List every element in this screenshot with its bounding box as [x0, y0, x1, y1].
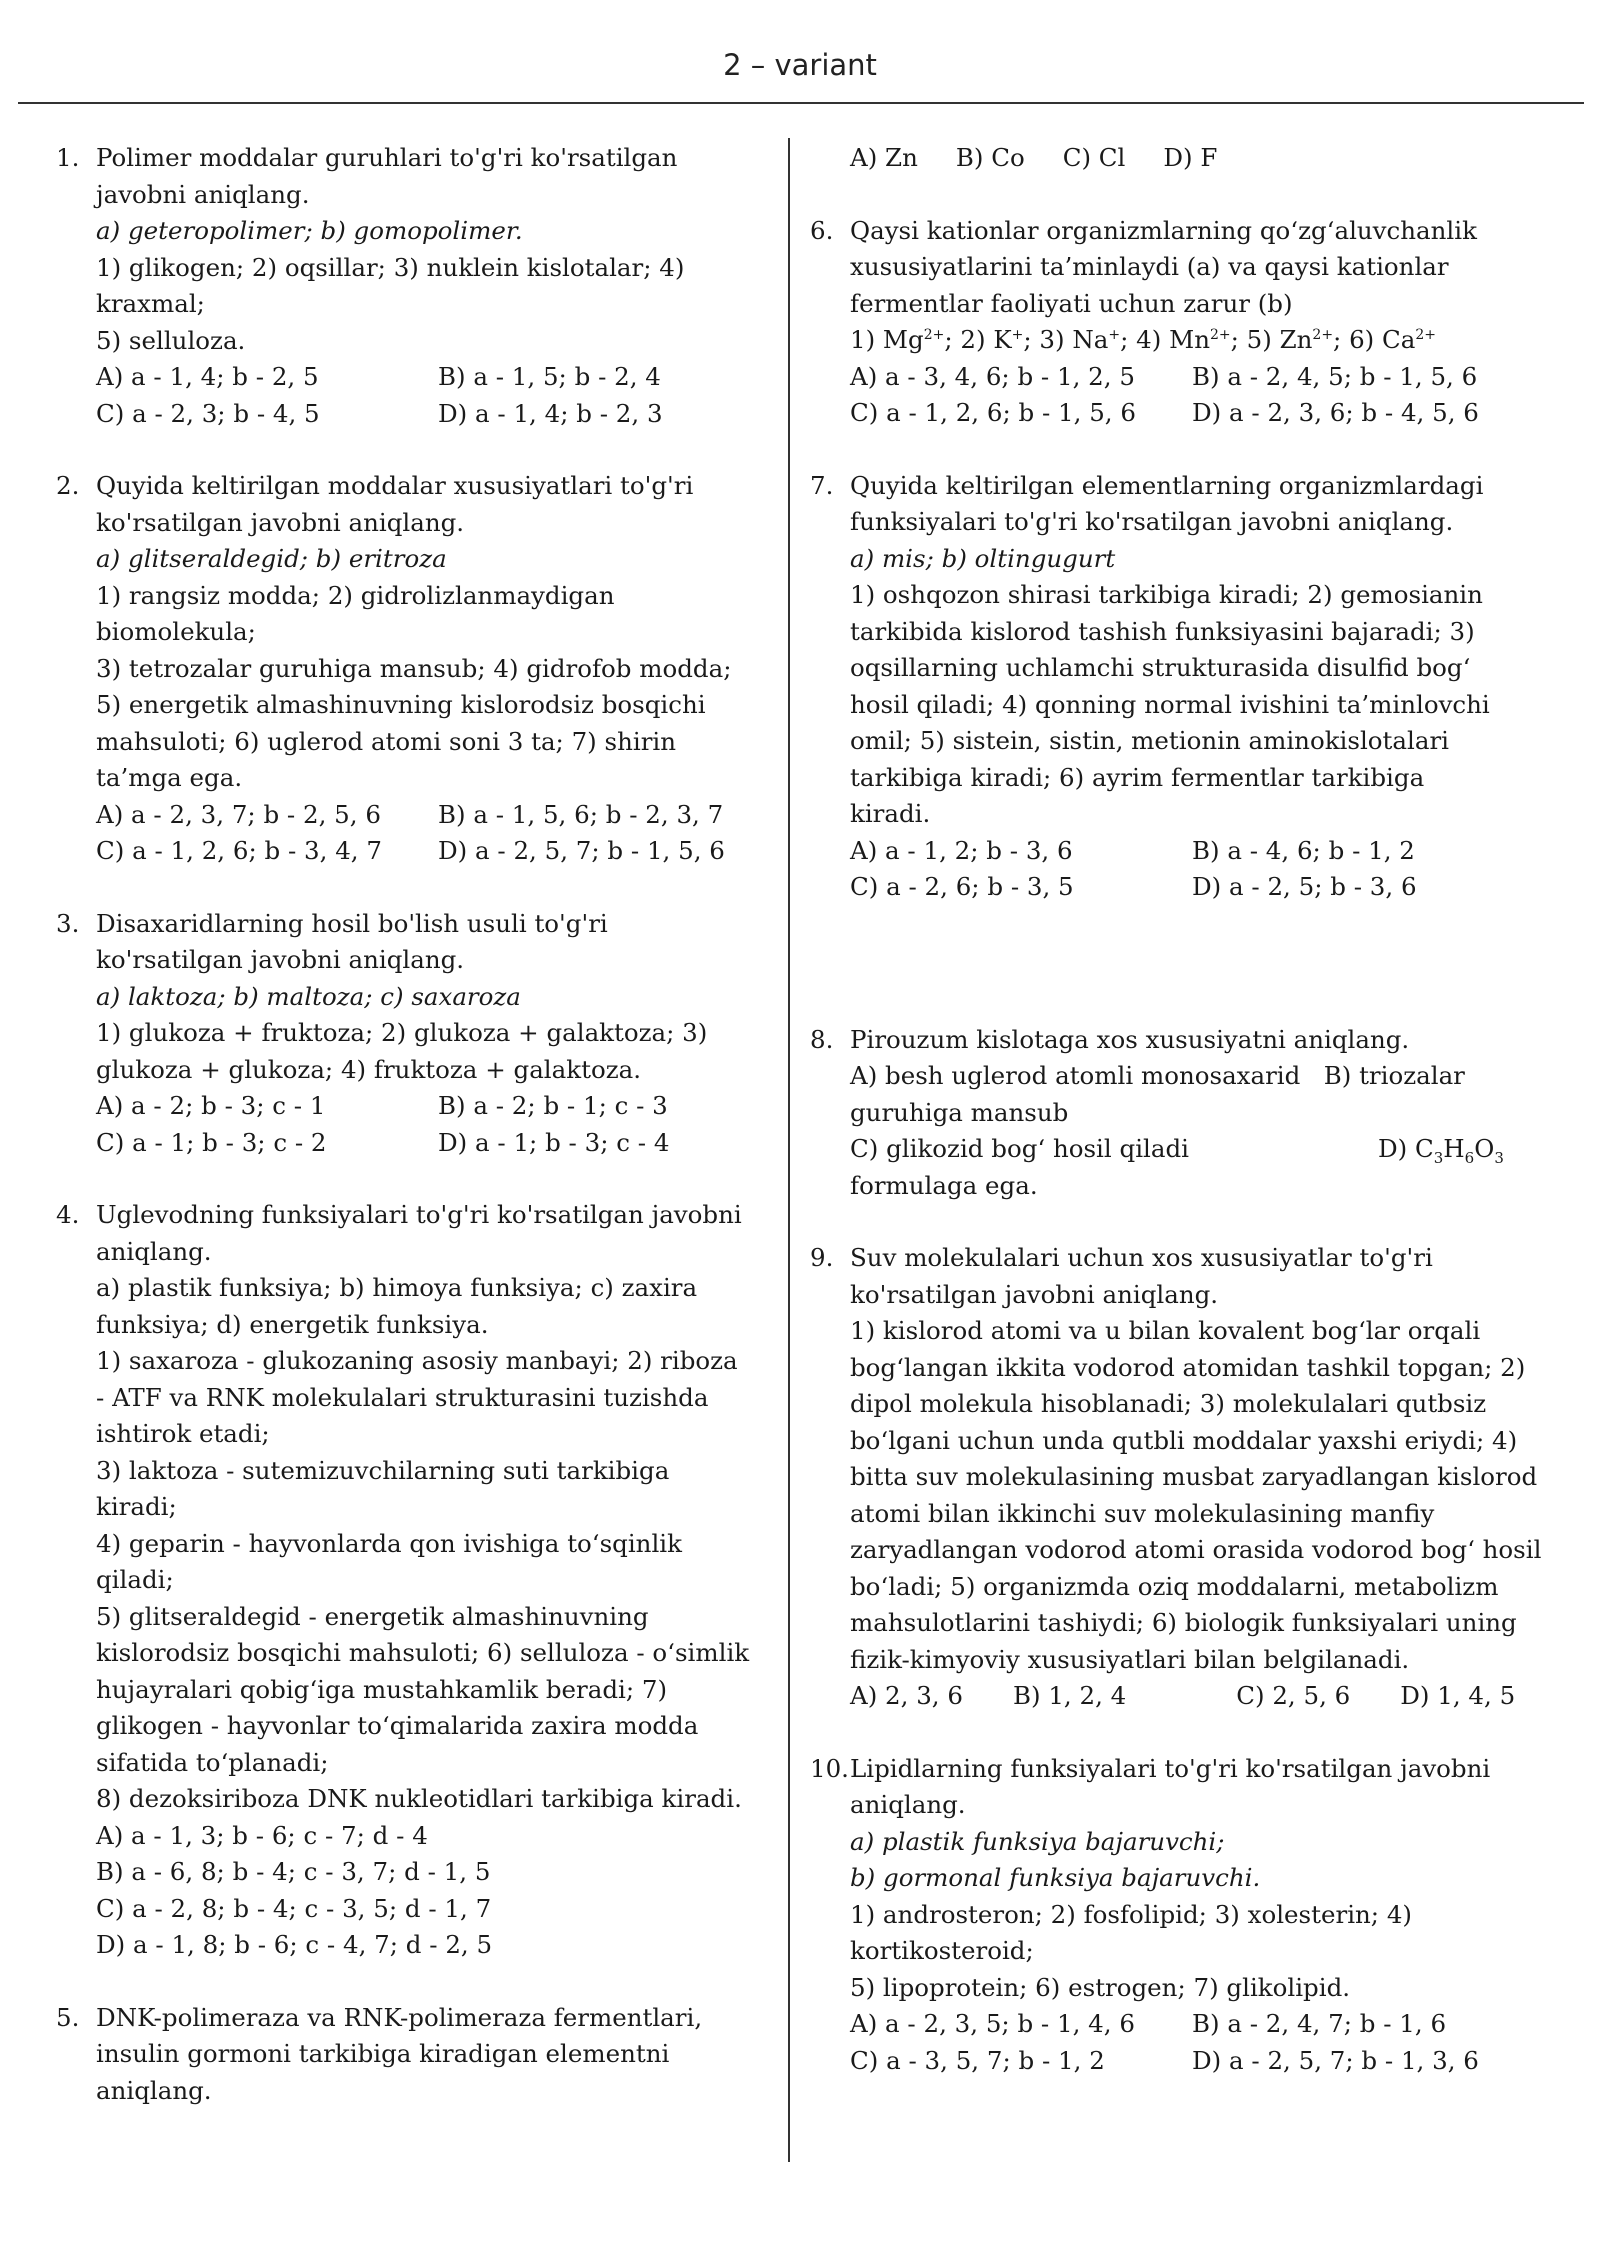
ion-charge: 2+: [1209, 326, 1231, 343]
question-item: 1) rangsiz modda; 2) gidrolizlanmaydigan: [96, 580, 615, 610]
question-item: biomolekula;: [96, 617, 256, 646]
formula-part: D) C: [1378, 1134, 1434, 1163]
option-c[interactable]: C) glikozid bog‘ hosil qiladi: [850, 1134, 1189, 1163]
question-item: hujayralari qobig‘iga mustahkamlik beradi; 7): [96, 1674, 668, 1704]
question-stem: aniqlang.: [96, 2075, 212, 2105]
answer-options: [96, 797, 766, 870]
question-item: 1) glikogen; 2) oqsillar; 3) nuklein kislotalar; 4): [96, 252, 685, 282]
question-item: kortikosteroid;: [850, 1936, 1034, 1965]
question-item: mahsulotlarini tashiydi; 6) biologik funksiyalari uning: [850, 1608, 1517, 1637]
option-a[interactable]: A) Zn: [850, 143, 918, 172]
answer-options: [96, 1088, 766, 1161]
option-c[interactable]: C) a - 3, 5, 7; b - 1, 2: [850, 2045, 1105, 2075]
option-b[interactable]: B) 1, 2, 4: [1012, 1681, 1127, 1710]
formula-part: O: [1474, 1134, 1495, 1163]
option-b[interactable]: B) triozalar: [1323, 1061, 1465, 1090]
ion-label: ; 4) Mn: [1120, 325, 1210, 354]
question-item: 3) tetrozalar guruhiga mansub; 4) gidrofob modda;: [96, 653, 732, 683]
option-c[interactable]: C) a - 1, 2, 6; b - 1, 5, 6: [850, 398, 1136, 427]
question-number: 2.: [56, 471, 80, 500]
answer-options: [850, 140, 1570, 177]
question-stem: xususiyatlarini ta’minlaydi (a) va qaysi kationlar: [850, 252, 1449, 281]
option-c[interactable]: C) Cl: [1062, 143, 1126, 172]
question-stem: Quyida keltirilgan elementlarning organizmlardagi: [850, 470, 1484, 500]
formula-subscript: 3: [1433, 1148, 1444, 1167]
question-item: atomi bilan ikkinchi suv molekulasining manfiy: [850, 1498, 1435, 1528]
question-stem: Lipidlarning funksiyalari to'g'ri ko'rsatilgan javobni: [850, 1753, 1491, 1783]
answer-options: [850, 833, 1570, 906]
question-stem: Pirouzum kislotaga xos xususiyatni aniqlang.: [850, 1024, 1410, 1054]
question-item: glikogen - hayvonlar to‘qimalarida zaxira modda: [96, 1711, 699, 1740]
question-item: bo‘lgani uchun unda qutbli moddalar yaxshi eriydi; 4): [850, 1425, 1518, 1455]
option-c[interactable]: C) 2, 5, 6: [1236, 1681, 1351, 1710]
option-d[interactable]: D) 1, 4, 5: [1400, 1681, 1516, 1710]
question-stem: Suv molekulalari uchun xos xususiyatlar to'g'ri: [850, 1243, 1433, 1272]
answer-options: [850, 2006, 1570, 2079]
question-item: dipol molekula hisoblanadi; 3) molekulalari qutbsiz: [850, 1389, 1487, 1418]
question-stem: Quyida keltirilgan moddalar xususiyatlari to'g'ri: [96, 471, 694, 500]
option-c[interactable]: C) a - 2, 6; b - 3, 5: [850, 872, 1074, 901]
question-item: 1) oshqozon shirasi tarkibiga kiradi; 2) gemosianin: [850, 580, 1483, 609]
right-column: [810, 140, 1570, 2115]
question-stem: Qaysi kationlar organizmlarning qo‘zg‘aluvchanlik: [850, 215, 1477, 245]
question-item: ta’mga ega.: [96, 763, 243, 792]
question-number: 10.: [810, 1753, 849, 1783]
question-categories: a) glitseraldegid; b) eritroza: [96, 544, 447, 573]
question-stem: Uglevodning funksiyalari to'g'ri ko'rsatilgan javobni: [96, 1200, 742, 1229]
question-item: bitta suv molekulasining musbat zaryadlangan kislorod: [850, 1462, 1538, 1491]
ion-label: ; 3) Na: [1023, 325, 1109, 354]
question-item: sifatida to‘planadi;: [96, 1747, 329, 1777]
formula-subscript: 3: [1494, 1148, 1504, 1167]
question-stem: aniqlang.: [850, 1790, 966, 1819]
question-categories: a) laktoza; b) maltoza; c) saxaroza: [96, 981, 521, 1011]
option-c[interactable]: C) a - 1, 2, 6; b - 3, 4, 7: [96, 836, 382, 865]
option-b-continued: guruhiga mansub: [850, 1097, 1069, 1127]
option-d[interactable]: D) a - 2, 5, 7; b - 1, 3, 6: [1192, 2045, 1479, 2075]
question-number: 7.: [810, 470, 834, 500]
ion-charge: 2+: [1312, 326, 1334, 343]
option-c[interactable]: C) a - 2, 8; b - 4; c - 3, 5; d - 1, 7: [96, 1893, 492, 1923]
option-a[interactable]: A) a - 2, 3, 5; b - 1, 4, 6: [850, 2009, 1135, 2038]
ion-label: ; 5) Zn: [1230, 325, 1313, 354]
question-item: 4) geparin - hayvonlarda qon ivishiga to‘sqinlik: [96, 1528, 682, 1558]
question-item: 3) laktoza - sutemizuvchilarning suti tarkibiga: [96, 1455, 670, 1485]
option-d[interactable]: D) a - 2, 5, 7; b - 1, 5, 6: [438, 836, 725, 865]
question-item: ishtirok etadi;: [96, 1419, 270, 1448]
question-item: - ATF va RNK molekulalari strukturasini tuzishda: [96, 1382, 709, 1412]
answer-options: [96, 359, 766, 432]
option-a[interactable]: A) a - 1, 4; b - 2, 5: [96, 362, 319, 391]
question-stem: javobni aniqlang.: [96, 179, 310, 209]
question-stem: ko'rsatilgan javobni aniqlang.: [850, 1279, 1219, 1309]
question-item: glukoza + glukoza; 4) fruktoza + galaktoza.: [96, 1054, 641, 1084]
question-stem: DNK-polimeraza va RNK-polimeraza fermentlari,: [96, 2002, 703, 2032]
option-d[interactable]: D) a - 1, 8; b - 6; c - 4, 7; d - 2, 5: [96, 1930, 493, 1959]
question-item: fizik-kimyoviy xususiyatlari bilan belgilanadi.: [850, 1644, 1410, 1674]
left-column: [56, 140, 766, 2145]
question-item: qiladi;: [96, 1565, 174, 1594]
question-item: kraxmal;: [96, 289, 205, 318]
option-a[interactable]: A) 2, 3, 6: [850, 1681, 963, 1710]
option-a[interactable]: A) a - 2, 3, 7; b - 2, 5, 6: [96, 799, 381, 829]
question-item: kiradi.: [850, 799, 931, 828]
question-number: 1.: [56, 143, 80, 172]
column-divider: [788, 138, 790, 2162]
question-4: [56, 1197, 766, 1964]
answer-options: [850, 359, 1570, 432]
option-c[interactable]: C) a - 1; b - 3; c - 2: [96, 1127, 327, 1157]
option-b[interactable]: B) a - 6, 8; b - 4; c - 3, 7; d - 1, 5: [96, 1857, 491, 1886]
question-number: 4.: [56, 1200, 80, 1229]
question-item: 5) lipoprotein; 6) estrogen; 7) glikolipid.: [850, 1972, 1351, 2002]
option-d-continued: formulaga ega.: [850, 1170, 1038, 1200]
question-categories: a) geteropolimer; b) gomopolimer.: [96, 216, 523, 245]
question-stem: Polimer moddalar guruhlari to'g'ri ko'rsatilgan: [96, 143, 678, 172]
question-categories: a) mis; b) oltingugurt: [850, 543, 1116, 573]
option-c[interactable]: C) a - 2, 3; b - 4, 5: [96, 398, 320, 428]
option-b[interactable]: B) Co: [955, 143, 1025, 172]
question-number: 9.: [810, 1243, 834, 1272]
question-stem: funksiyalari to'g'ri ko'rsatilgan javobni aniqlang.: [850, 507, 1454, 536]
question-stem: fermentlar faoliyati uchun zarur (b): [850, 288, 1293, 318]
question-item: 1) glukoza + fruktoza; 2) glukoza + galaktoza; 3): [96, 1018, 708, 1047]
question-item: 8) dezoksiriboza DNK nukleotidlari tarkibiga kiradi.: [96, 1784, 742, 1813]
question-3: [56, 906, 766, 1162]
option-d[interactable]: D) F: [1163, 143, 1218, 172]
option-row: [850, 1131, 1570, 1168]
ion-charge: 2+: [923, 326, 945, 343]
question-ions: [850, 322, 1570, 359]
formula-part: H: [1443, 1134, 1465, 1163]
question-item: 5) glitseraldegid - energetik almashinuvning: [96, 1601, 649, 1631]
question-5-options: [810, 140, 1570, 177]
formula-subscript: 6: [1464, 1148, 1475, 1167]
option-d[interactable]: D) a - 1, 4; b - 2, 3: [438, 398, 663, 428]
option-a[interactable]: A) a - 1, 2; b - 3, 6: [850, 835, 1073, 865]
question-7: [810, 468, 1570, 906]
option-a[interactable]: A) a - 1, 3; b - 6; c - 7; d - 4: [96, 1820, 428, 1850]
question-categories: a) plastik funksiya bajaruvchi;: [850, 1826, 1225, 1856]
question-number: 5.: [56, 2002, 80, 2032]
question-item: omil; 5) sistein, sistin, metionin aminokislotalari: [850, 726, 1449, 755]
option-b[interactable]: B) a - 2, 4, 7; b - 1, 6: [1192, 2009, 1447, 2038]
question-8: [810, 1022, 1570, 1205]
option-a[interactable]: A) besh uglerod atomli monosaxarid: [850, 1061, 1301, 1090]
option-b[interactable]: B) a - 2, 4, 5; b - 1, 5, 6: [1192, 361, 1478, 391]
ion-label: 1) Mg: [850, 325, 924, 354]
option-d[interactable]: D) a - 2, 3, 6; b - 4, 5, 6: [1192, 398, 1479, 427]
option-b[interactable]: B) a - 1, 5, 6; b - 2, 3, 7: [438, 799, 724, 829]
ion-charge: +: [1108, 326, 1121, 343]
option-b[interactable]: B) a - 2; b - 1; c - 3: [438, 1091, 668, 1120]
answer-options: [850, 1678, 1570, 1715]
question-categories: b) gormonal funksiya bajaruvchi.: [850, 1863, 1261, 1892]
ion-label: ; 2) K: [944, 325, 1012, 354]
question-10: [810, 1751, 1570, 2080]
question-item: oqsillarning uchlamchi strukturasida disulfid bog‘: [850, 653, 1471, 682]
question-item: kislorodsiz bosqichi mahsuloti; 6) selluloza - o‘simlik: [96, 1638, 750, 1667]
question-stem: aniqlang.: [96, 1236, 212, 1266]
question-item: mahsuloti; 6) uglerod atomi soni 3 ta; 7) shirin: [96, 726, 677, 756]
option-a[interactable]: A) a - 3, 4, 6; b - 1, 2, 5: [850, 361, 1135, 391]
question-item: 5) selluloza.: [96, 325, 246, 355]
question-item: bog‘langan ikkita vodorod atomidan tashkil topgan; 2): [850, 1352, 1526, 1382]
ion-label: ; 6) Ca: [1333, 325, 1416, 354]
ion-charge: +: [1011, 326, 1024, 343]
question-number: 3.: [56, 908, 80, 938]
question-item: 1) kislorod atomi va u bilan kovalent bog‘lar orqali: [850, 1316, 1481, 1345]
question-item: 1) saxaroza - glukozaning asosiy manbayi; 2) riboza: [96, 1346, 738, 1375]
question-item: tarkibida kislorod tashish funksiyasini bajaradi; 3): [850, 616, 1475, 646]
question-item: tarkibiga kiradi; 6) ayrim fermentlar tarkibiga: [850, 762, 1425, 792]
question-item: a) plastik funksiya; b) himoya funksiya; c) zaxira: [96, 1273, 698, 1302]
header-divider: [18, 102, 1584, 104]
option-b[interactable]: B) a - 4, 6; b - 1, 2: [1192, 835, 1415, 865]
question-2: [56, 468, 766, 870]
question-item: zaryadlangan vodorod atomi orasida vodorod bog‘ hosil: [850, 1535, 1542, 1564]
question-item: 1) androsteron; 2) fosfolipid; 3) xolesterin; 4): [850, 1899, 1412, 1929]
question-number: 6.: [810, 215, 834, 245]
question-5: [56, 2000, 766, 2110]
question-stem: ko'rsatilgan javobni aniqlang.: [96, 945, 465, 974]
option-d[interactable]: D) a - 2, 5; b - 3, 6: [1192, 872, 1417, 901]
question-stem: ko'rsatilgan javobni aniqlang.: [96, 507, 465, 537]
question-item: funksiya; d) energetik funksiya.: [96, 1309, 489, 1339]
question-6: [810, 213, 1570, 432]
question-stem: Disaxaridlarning hosil bo'lish usuli to'g'ri: [96, 908, 608, 938]
question-stem: insulin gormoni tarkibiga kiradigan elementni: [96, 2039, 670, 2068]
question-number: 8.: [810, 1024, 834, 1054]
question-9: [810, 1240, 1570, 1715]
question-item: kiradi;: [96, 1492, 177, 1521]
page-title: 2 – variant: [723, 48, 877, 82]
question-item: bo‘ladi; 5) organizmda oziq moddalarni, metabolizm: [850, 1571, 1499, 1601]
question-1: [56, 140, 766, 432]
option-row: [850, 1058, 1570, 1095]
option-d[interactable]: D) a - 1; b - 3; c - 4: [438, 1127, 670, 1157]
question-item: hosil qiladi; 4) qonning normal ivishini ta’minlovchi: [850, 689, 1490, 719]
ion-charge: 2+: [1415, 326, 1437, 343]
option-d[interactable]: [1378, 1131, 1570, 1168]
option-a[interactable]: A) a - 2; b - 3; c - 1: [96, 1091, 326, 1120]
question-item: 5) energetik almashinuvning kislorodsiz bosqichi: [96, 690, 706, 719]
option-b[interactable]: B) a - 1, 5; b - 2, 4: [438, 362, 661, 391]
